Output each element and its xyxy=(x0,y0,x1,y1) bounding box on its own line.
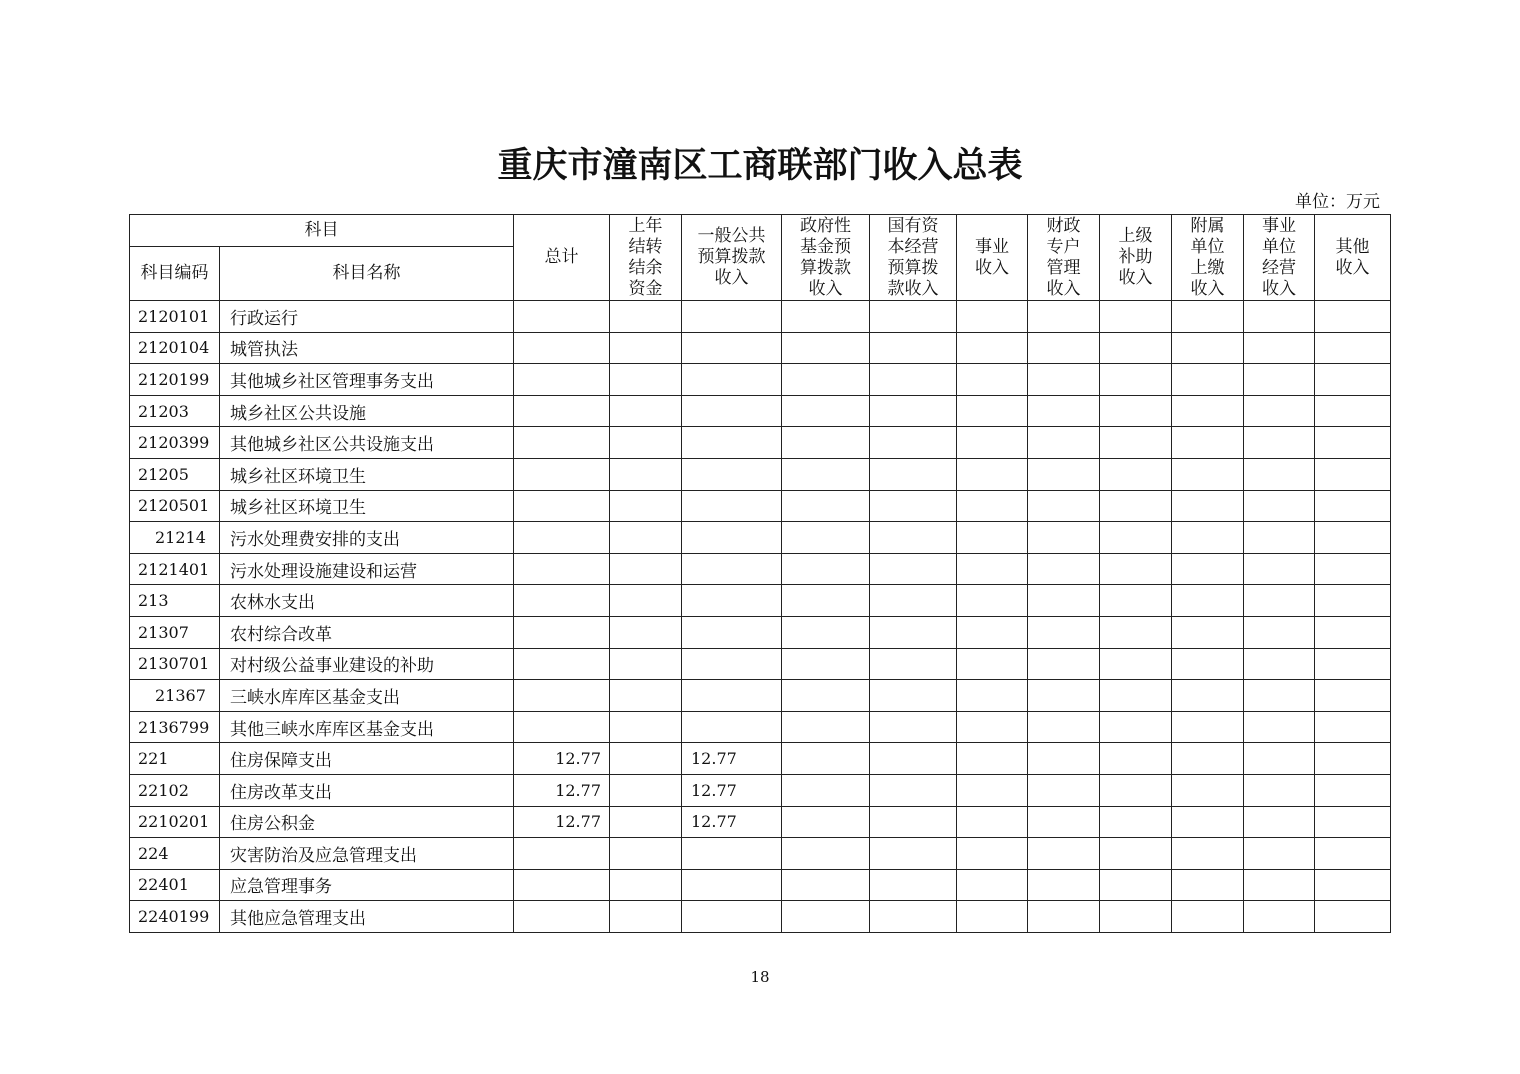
operating-cell xyxy=(1244,522,1315,554)
gov-fund-cell xyxy=(782,553,870,585)
total-cell xyxy=(514,490,610,522)
header-total: 总计 xyxy=(514,215,610,301)
header-other: 其他 收入 xyxy=(1315,215,1391,301)
state-capital-cell xyxy=(870,364,957,396)
subject-name-cell: 农林水支出 xyxy=(220,585,514,617)
subject-code-cell: 2210201 xyxy=(130,806,220,838)
gov-fund-cell xyxy=(782,869,870,901)
state-capital-cell xyxy=(870,680,957,712)
superior-subsidy-cell xyxy=(1100,711,1172,743)
state-capital-cell xyxy=(870,648,957,680)
table-row xyxy=(130,648,1391,680)
fiscal-special-cell xyxy=(1028,332,1100,364)
carryover-cell xyxy=(610,395,682,427)
carryover-cell xyxy=(610,711,682,743)
table-row xyxy=(130,522,1391,554)
total-cell xyxy=(514,332,610,364)
table-row xyxy=(130,395,1391,427)
subject-name-cell: 污水处理设施建设和运营 xyxy=(220,553,514,585)
gov-fund-cell xyxy=(782,838,870,870)
page-title: 重庆市潼南区工商联部门收入总表 xyxy=(497,145,1023,186)
gov-fund-cell xyxy=(782,490,870,522)
general-budget-cell xyxy=(682,616,782,648)
other-cell xyxy=(1315,553,1391,585)
general-budget-cell: 12.77 xyxy=(682,774,782,806)
subject-name-cell: 城乡社区环境卫生 xyxy=(220,490,514,522)
gov-fund-cell xyxy=(782,427,870,459)
other-cell xyxy=(1315,901,1391,933)
subject-code-cell: 2136799 xyxy=(130,711,220,743)
header-gov-fund: 政府性 基金预 算拨款 收入 xyxy=(782,215,870,301)
fiscal-special-cell xyxy=(1028,522,1100,554)
total-cell: 12.77 xyxy=(514,806,610,838)
gov-fund-cell xyxy=(782,458,870,490)
other-cell xyxy=(1315,332,1391,364)
subject-name-cell: 对村级公益事业建设的补助 xyxy=(220,648,514,680)
carryover-cell xyxy=(610,901,682,933)
business-cell xyxy=(957,427,1028,459)
subject-code-cell: 2121401 xyxy=(130,553,220,585)
table-row xyxy=(130,774,1391,806)
affiliated-cell xyxy=(1172,806,1244,838)
general-budget-cell xyxy=(682,395,782,427)
affiliated-cell xyxy=(1172,585,1244,617)
other-cell xyxy=(1315,490,1391,522)
other-cell xyxy=(1315,301,1391,333)
gov-fund-cell xyxy=(782,680,870,712)
total-cell xyxy=(514,301,610,333)
total-cell xyxy=(514,838,610,870)
carryover-cell xyxy=(610,838,682,870)
business-cell xyxy=(957,522,1028,554)
total-cell xyxy=(514,553,610,585)
fiscal-special-cell xyxy=(1028,427,1100,459)
affiliated-cell xyxy=(1172,901,1244,933)
operating-cell xyxy=(1244,301,1315,333)
carryover-cell xyxy=(610,774,682,806)
table-row xyxy=(130,806,1391,838)
state-capital-cell xyxy=(870,711,957,743)
fiscal-special-cell xyxy=(1028,301,1100,333)
page-number: 18 xyxy=(750,968,770,986)
state-capital-cell xyxy=(870,901,957,933)
superior-subsidy-cell xyxy=(1100,458,1172,490)
subject-code-cell: 21307 xyxy=(130,616,220,648)
superior-subsidy-cell xyxy=(1100,869,1172,901)
operating-cell xyxy=(1244,680,1315,712)
carryover-cell xyxy=(610,427,682,459)
business-cell xyxy=(957,901,1028,933)
table-row xyxy=(130,743,1391,775)
fiscal-special-cell xyxy=(1028,806,1100,838)
other-cell xyxy=(1315,711,1391,743)
operating-cell xyxy=(1244,616,1315,648)
table-row xyxy=(130,427,1391,459)
affiliated-cell xyxy=(1172,838,1244,870)
general-budget-cell xyxy=(682,427,782,459)
header-affiliated: 附属 单位 上缴 收入 xyxy=(1172,215,1244,301)
superior-subsidy-cell xyxy=(1100,332,1172,364)
header-carryover: 上年 结转 结余 资金 xyxy=(610,215,682,301)
affiliated-cell xyxy=(1172,458,1244,490)
business-cell xyxy=(957,711,1028,743)
operating-cell xyxy=(1244,458,1315,490)
state-capital-cell xyxy=(870,490,957,522)
table-row xyxy=(130,301,1391,333)
subject-code-cell: 213 xyxy=(130,585,220,617)
total-cell xyxy=(514,869,610,901)
gov-fund-cell xyxy=(782,522,870,554)
other-cell xyxy=(1315,616,1391,648)
fiscal-special-cell xyxy=(1028,743,1100,775)
header-superior-subsidy: 上级 补助 收入 xyxy=(1100,215,1172,301)
operating-cell xyxy=(1244,806,1315,838)
gov-fund-cell xyxy=(782,364,870,396)
subject-name-cell: 城乡社区公共设施 xyxy=(220,395,514,427)
operating-cell xyxy=(1244,743,1315,775)
carryover-cell xyxy=(610,743,682,775)
subject-name-cell: 污水处理费安排的支出 xyxy=(220,522,514,554)
operating-cell xyxy=(1244,490,1315,522)
state-capital-cell xyxy=(870,522,957,554)
affiliated-cell xyxy=(1172,522,1244,554)
subject-code-cell: 22102 xyxy=(130,774,220,806)
general-budget-cell xyxy=(682,869,782,901)
affiliated-cell xyxy=(1172,616,1244,648)
subject-code-cell: 21367 xyxy=(130,680,220,712)
subject-code-cell: 2120399 xyxy=(130,427,220,459)
table-row xyxy=(130,585,1391,617)
carryover-cell xyxy=(610,490,682,522)
state-capital-cell xyxy=(870,869,957,901)
header-state-capital: 国有资 本经营 预算拨 款收入 xyxy=(870,215,957,301)
business-cell xyxy=(957,395,1028,427)
unit-label: 单位：万元 xyxy=(1295,192,1380,212)
affiliated-cell xyxy=(1172,648,1244,680)
gov-fund-cell xyxy=(782,774,870,806)
header-business: 事业 收入 xyxy=(957,215,1028,301)
other-cell xyxy=(1315,743,1391,775)
general-budget-cell xyxy=(682,553,782,585)
other-cell xyxy=(1315,869,1391,901)
fiscal-special-cell xyxy=(1028,490,1100,522)
carryover-cell xyxy=(610,648,682,680)
carryover-cell xyxy=(610,364,682,396)
header-name: 科目名称 xyxy=(220,247,514,301)
superior-subsidy-cell xyxy=(1100,395,1172,427)
revenue-table xyxy=(129,214,1391,933)
gov-fund-cell xyxy=(782,332,870,364)
business-cell xyxy=(957,301,1028,333)
other-cell xyxy=(1315,522,1391,554)
subject-name-cell: 行政运行 xyxy=(220,301,514,333)
other-cell xyxy=(1315,585,1391,617)
fiscal-special-cell xyxy=(1028,711,1100,743)
carryover-cell xyxy=(610,553,682,585)
business-cell xyxy=(957,838,1028,870)
business-cell xyxy=(957,490,1028,522)
state-capital-cell xyxy=(870,806,957,838)
general-budget-cell xyxy=(682,585,782,617)
table-row xyxy=(130,680,1391,712)
other-cell xyxy=(1315,648,1391,680)
affiliated-cell xyxy=(1172,395,1244,427)
subject-code-cell: 2120101 xyxy=(130,301,220,333)
general-budget-cell xyxy=(682,301,782,333)
subject-name-cell: 城乡社区环境卫生 xyxy=(220,458,514,490)
affiliated-cell xyxy=(1172,553,1244,585)
business-cell xyxy=(957,585,1028,617)
gov-fund-cell xyxy=(782,616,870,648)
operating-cell xyxy=(1244,711,1315,743)
subject-name-cell: 其他城乡社区公共设施支出 xyxy=(220,427,514,459)
operating-cell xyxy=(1244,395,1315,427)
state-capital-cell xyxy=(870,774,957,806)
superior-subsidy-cell xyxy=(1100,774,1172,806)
superior-subsidy-cell xyxy=(1100,522,1172,554)
subject-code-cell: 2120104 xyxy=(130,332,220,364)
header-code: 科目编码 xyxy=(130,247,220,301)
subject-code-cell: 22401 xyxy=(130,869,220,901)
state-capital-cell xyxy=(870,395,957,427)
general-budget-cell xyxy=(682,490,782,522)
subject-name-cell: 灾害防治及应急管理支出 xyxy=(220,838,514,870)
carryover-cell xyxy=(610,680,682,712)
total-cell xyxy=(514,364,610,396)
gov-fund-cell xyxy=(782,301,870,333)
affiliated-cell xyxy=(1172,743,1244,775)
general-budget-cell xyxy=(682,364,782,396)
subject-name-cell: 农村综合改革 xyxy=(220,616,514,648)
subject-name-cell: 住房公积金 xyxy=(220,806,514,838)
carryover-cell xyxy=(610,301,682,333)
carryover-cell xyxy=(610,458,682,490)
gov-fund-cell xyxy=(782,901,870,933)
total-cell xyxy=(514,680,610,712)
subject-code-cell: 2130701 xyxy=(130,648,220,680)
carryover-cell xyxy=(610,585,682,617)
operating-cell xyxy=(1244,838,1315,870)
subject-code-cell: 2120501 xyxy=(130,490,220,522)
fiscal-special-cell xyxy=(1028,680,1100,712)
table-row xyxy=(130,332,1391,364)
subject-name-cell: 城管执法 xyxy=(220,332,514,364)
gov-fund-cell xyxy=(782,648,870,680)
superior-subsidy-cell xyxy=(1100,301,1172,333)
superior-subsidy-cell xyxy=(1100,648,1172,680)
fiscal-special-cell xyxy=(1028,364,1100,396)
total-cell: 12.77 xyxy=(514,774,610,806)
superior-subsidy-cell xyxy=(1100,490,1172,522)
fiscal-special-cell xyxy=(1028,901,1100,933)
gov-fund-cell xyxy=(782,585,870,617)
affiliated-cell xyxy=(1172,332,1244,364)
other-cell xyxy=(1315,680,1391,712)
subject-code-cell: 221 xyxy=(130,743,220,775)
affiliated-cell xyxy=(1172,301,1244,333)
gov-fund-cell xyxy=(782,743,870,775)
state-capital-cell xyxy=(870,332,957,364)
fiscal-special-cell xyxy=(1028,395,1100,427)
business-cell xyxy=(957,553,1028,585)
affiliated-cell xyxy=(1172,711,1244,743)
other-cell xyxy=(1315,364,1391,396)
fiscal-special-cell xyxy=(1028,774,1100,806)
general-budget-cell xyxy=(682,711,782,743)
operating-cell xyxy=(1244,869,1315,901)
general-budget-cell xyxy=(682,680,782,712)
state-capital-cell xyxy=(870,743,957,775)
business-cell xyxy=(957,869,1028,901)
affiliated-cell xyxy=(1172,680,1244,712)
state-capital-cell xyxy=(870,616,957,648)
subject-code-cell: 21205 xyxy=(130,458,220,490)
state-capital-cell xyxy=(870,458,957,490)
business-cell xyxy=(957,648,1028,680)
fiscal-special-cell xyxy=(1028,648,1100,680)
table-row xyxy=(130,458,1391,490)
subject-name-cell: 住房改革支出 xyxy=(220,774,514,806)
general-budget-cell xyxy=(682,332,782,364)
superior-subsidy-cell xyxy=(1100,743,1172,775)
subject-name-cell: 其他应急管理支出 xyxy=(220,901,514,933)
table-row xyxy=(130,616,1391,648)
other-cell xyxy=(1315,806,1391,838)
fiscal-special-cell xyxy=(1028,458,1100,490)
state-capital-cell xyxy=(870,838,957,870)
general-budget-cell xyxy=(682,838,782,870)
total-cell: 12.77 xyxy=(514,743,610,775)
superior-subsidy-cell xyxy=(1100,680,1172,712)
total-cell xyxy=(514,522,610,554)
subject-code-cell: 21214 xyxy=(130,522,220,554)
subject-name-cell: 住房保障支出 xyxy=(220,743,514,775)
total-cell xyxy=(514,585,610,617)
other-cell xyxy=(1315,458,1391,490)
operating-cell xyxy=(1244,648,1315,680)
total-cell xyxy=(514,711,610,743)
subject-code-cell: 2240199 xyxy=(130,901,220,933)
table-row xyxy=(130,364,1391,396)
fiscal-special-cell xyxy=(1028,616,1100,648)
affiliated-cell xyxy=(1172,364,1244,396)
state-capital-cell xyxy=(870,427,957,459)
operating-cell xyxy=(1244,553,1315,585)
fiscal-special-cell xyxy=(1028,553,1100,585)
carryover-cell xyxy=(610,522,682,554)
subject-code-cell: 21203 xyxy=(130,395,220,427)
total-cell xyxy=(514,395,610,427)
carryover-cell xyxy=(610,616,682,648)
subject-name-cell: 其他城乡社区管理事务支出 xyxy=(220,364,514,396)
total-cell xyxy=(514,427,610,459)
affiliated-cell xyxy=(1172,774,1244,806)
business-cell xyxy=(957,616,1028,648)
superior-subsidy-cell xyxy=(1100,585,1172,617)
business-cell xyxy=(957,680,1028,712)
general-budget-cell xyxy=(682,458,782,490)
business-cell xyxy=(957,806,1028,838)
affiliated-cell xyxy=(1172,427,1244,459)
header-fiscal-special: 财政 专户 管理 收入 xyxy=(1028,215,1100,301)
header-row-1 xyxy=(130,215,1391,247)
operating-cell xyxy=(1244,774,1315,806)
other-cell xyxy=(1315,395,1391,427)
table-row xyxy=(130,838,1391,870)
general-budget-cell: 12.77 xyxy=(682,743,782,775)
operating-cell xyxy=(1244,901,1315,933)
subject-name-cell: 三峡水库库区基金支出 xyxy=(220,680,514,712)
total-cell xyxy=(514,458,610,490)
operating-cell xyxy=(1244,364,1315,396)
superior-subsidy-cell xyxy=(1100,806,1172,838)
superior-subsidy-cell xyxy=(1100,553,1172,585)
operating-cell xyxy=(1244,332,1315,364)
state-capital-cell xyxy=(870,301,957,333)
header-operating: 事业 单位 经营 收入 xyxy=(1244,215,1315,301)
operating-cell xyxy=(1244,427,1315,459)
general-budget-cell xyxy=(682,522,782,554)
other-cell xyxy=(1315,427,1391,459)
business-cell xyxy=(957,743,1028,775)
operating-cell xyxy=(1244,585,1315,617)
fiscal-special-cell xyxy=(1028,869,1100,901)
subject-name-cell: 其他三峡水库库区基金支出 xyxy=(220,711,514,743)
subject-code-cell: 2120199 xyxy=(130,364,220,396)
other-cell xyxy=(1315,838,1391,870)
general-budget-cell xyxy=(682,648,782,680)
business-cell xyxy=(957,332,1028,364)
superior-subsidy-cell xyxy=(1100,364,1172,396)
carryover-cell xyxy=(610,806,682,838)
header-general-budget: 一般公共 预算拨款 收入 xyxy=(682,215,782,301)
superior-subsidy-cell xyxy=(1100,616,1172,648)
table-row xyxy=(130,490,1391,522)
superior-subsidy-cell xyxy=(1100,838,1172,870)
fiscal-special-cell xyxy=(1028,585,1100,617)
subject-code-cell: 224 xyxy=(130,838,220,870)
total-cell xyxy=(514,616,610,648)
general-budget-cell xyxy=(682,901,782,933)
business-cell xyxy=(957,364,1028,396)
header-subject: 科目 xyxy=(130,215,514,247)
superior-subsidy-cell xyxy=(1100,901,1172,933)
state-capital-cell xyxy=(870,585,957,617)
superior-subsidy-cell xyxy=(1100,427,1172,459)
business-cell xyxy=(957,774,1028,806)
gov-fund-cell xyxy=(782,711,870,743)
subject-name-cell: 应急管理事务 xyxy=(220,869,514,901)
business-cell xyxy=(957,458,1028,490)
other-cell xyxy=(1315,774,1391,806)
total-cell xyxy=(514,901,610,933)
table-row xyxy=(130,869,1391,901)
total-cell xyxy=(514,648,610,680)
gov-fund-cell xyxy=(782,395,870,427)
table-row xyxy=(130,553,1391,585)
fiscal-special-cell xyxy=(1028,838,1100,870)
affiliated-cell xyxy=(1172,869,1244,901)
table-row xyxy=(130,711,1391,743)
state-capital-cell xyxy=(870,553,957,585)
carryover-cell xyxy=(610,332,682,364)
carryover-cell xyxy=(610,869,682,901)
general-budget-cell: 12.77 xyxy=(682,806,782,838)
table-row xyxy=(130,901,1391,933)
gov-fund-cell xyxy=(782,806,870,838)
affiliated-cell xyxy=(1172,490,1244,522)
